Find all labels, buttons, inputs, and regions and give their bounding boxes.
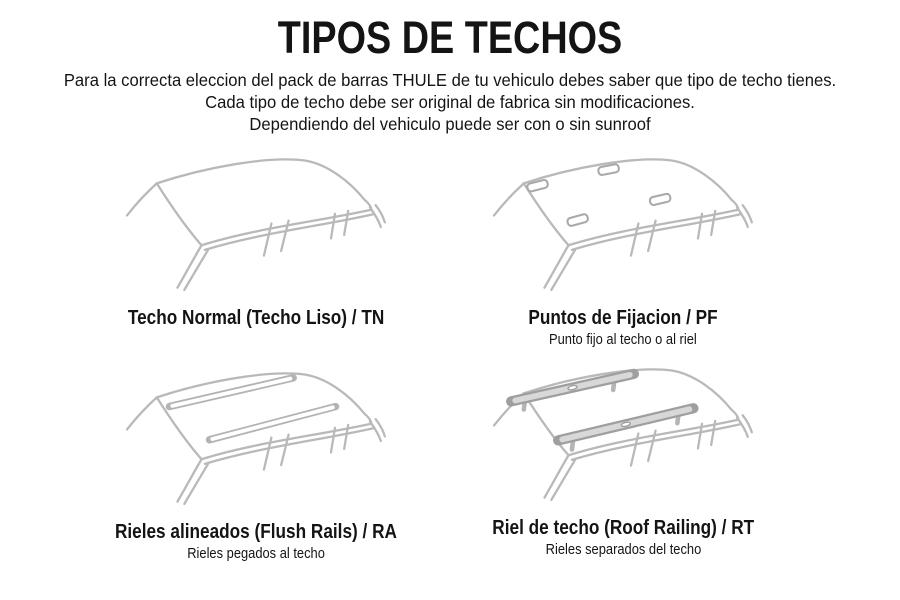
page-title-text: TIPOS DE TECHOS — [277, 12, 623, 63]
figure-caption-pf — [455, 307, 791, 329]
figure-rieles-alineados — [88, 364, 424, 563]
subcaption-text-pf: Punto fijo al techo o al riel — [549, 331, 697, 348]
roof-outline — [127, 373, 385, 503]
intro-line-3: Dependiendo del vehiculo puede ser con o sin sunroof — [249, 114, 651, 134]
roof-with-raised-rails-illustration — [486, 360, 761, 515]
fixation-pads — [526, 164, 671, 227]
roof-outline — [494, 369, 752, 499]
intro-line-2: Cada tipo de techo debe ser original de fabrica sin modificaciones. — [205, 92, 695, 112]
figure-caption-rt — [455, 517, 791, 539]
subcaption-text-rt: Rieles separados del techo — [545, 541, 701, 558]
figure-subcaption-ra — [88, 544, 424, 563]
roof-outline — [127, 159, 385, 289]
roof-with-fixation-points-illustration — [486, 150, 761, 305]
caption-text-tn: Techo Normal (Techo Liso) / TN — [127, 307, 385, 329]
figure-caption-ra — [88, 521, 424, 543]
figure-caption-tn — [88, 307, 424, 329]
roof-outline — [494, 159, 752, 289]
figure-techo-normal — [88, 150, 424, 329]
caption-text-pf: Puntos de Fijacion / PF — [528, 307, 718, 329]
caption-text-rt: Riel de techo (Roof Railing) / RT — [492, 517, 754, 539]
figure-subcaption-rt — [455, 540, 791, 559]
figure-subcaption-pf — [455, 330, 791, 349]
smooth-roof-illustration — [119, 150, 394, 305]
intro-line-1: Para la correcta eleccion del pack de barras THULE de tu vehiculo debes saber que tipo de techo tienes. — [63, 70, 837, 90]
subcaption-text-ra: Rieles pegados al techo — [187, 545, 325, 562]
roof-with-flush-rails-illustration — [119, 364, 394, 519]
figure-puntos-fijacion — [455, 150, 791, 349]
page-title — [0, 0, 900, 63]
caption-text-ra: Rieles alineados (Flush Rails) / RA — [115, 521, 397, 543]
intro-text — [0, 69, 900, 135]
figure-riel-de-techo — [455, 360, 791, 559]
